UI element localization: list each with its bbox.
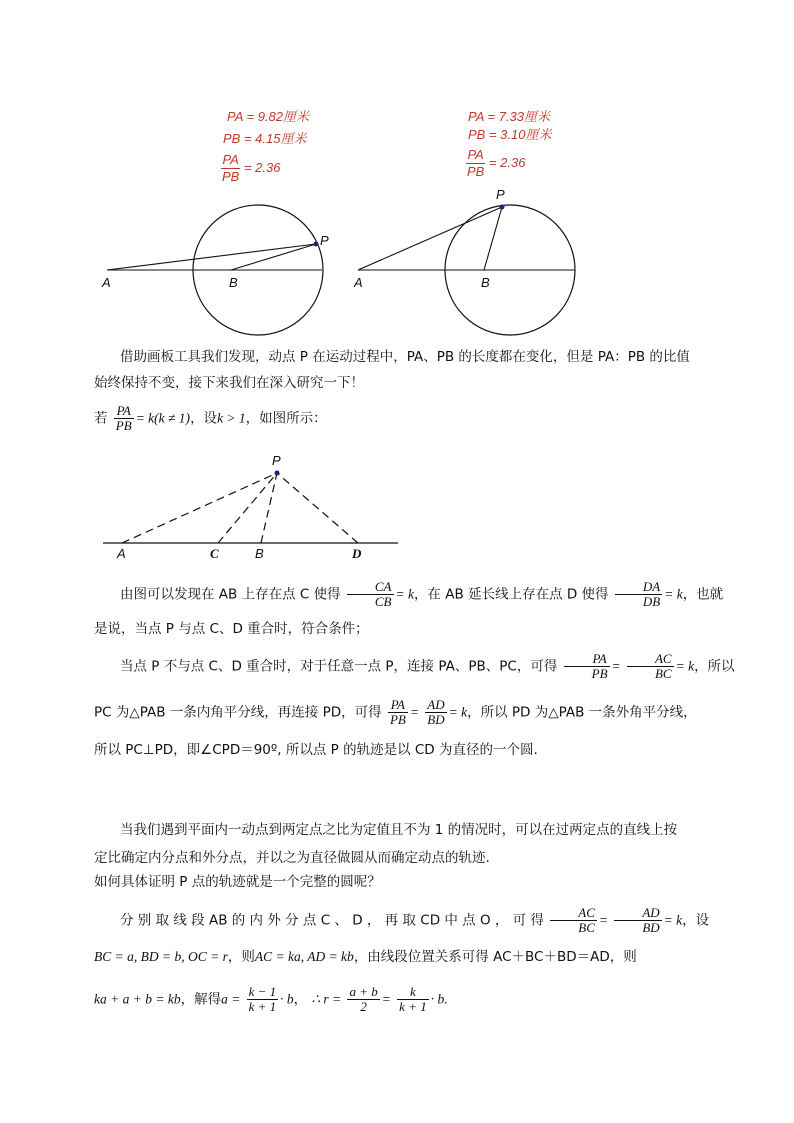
- fig3-label-d: D: [352, 546, 362, 561]
- paragraph-7-line-2: BC = a, BD = b, OC = r，则AC = ka, AD = kb，由线段位置关系可得 AC＋BC＋BD＝AD，则: [94, 949, 637, 965]
- fig3-label-p: P: [272, 453, 281, 468]
- fig1-ratio-num: PA: [222, 152, 239, 167]
- fig1-segment-pa: [107, 244, 316, 270]
- fig2-ratio-den: PB: [467, 164, 485, 179]
- fig2-point-p: [500, 205, 505, 210]
- fig3-label-a: A: [117, 546, 126, 561]
- paragraph-4-line-1: 当点 P 不与点 C、D 重合时，对于任意一点 P，连接 PA、PB、PC，可得 $\frac{PA}{PB}$ = $\frac{AC}{BC}$ = k，所以: [120, 651, 735, 681]
- fig3-label-b: B: [255, 546, 264, 561]
- paragraph-6: 如何具体证明 P 点的轨迹就是一个完整的圆呢？: [94, 874, 381, 890]
- paragraph-1-line-2: 始终保持不变，接下来我们在深入研究一下！: [94, 375, 364, 391]
- fig2-ratio: [466, 147, 525, 180]
- fig1-pa-measure: PA = 9.82厘米: [227, 109, 310, 124]
- paragraph-4-line-3: 所以 PC⊥PD，即∠CPD＝90º, 所以点 P 的轨迹是以 CD 为直径的一个圆.: [94, 742, 538, 758]
- paragraph-1-line-1: 借助画板工具我们发现，动点 P 在运动过程中，PA、PB 的长度都在变化，但是 PA：PB 的比值: [120, 349, 690, 365]
- paragraph-5-line-1: 当我们遇到平面内一动点到两定点之比为定值且不为 1 的情况时，可以在过两定点的直线上按: [120, 822, 678, 838]
- fig2-segment-pb: [484, 207, 502, 270]
- paragraph-5-line-2: 定比确定内分点和外分点，并以之为直径做圆从而确定动点的轨迹.: [94, 850, 490, 866]
- fig1-segment-pb: [231, 244, 316, 270]
- fig1-diagram: [0, 0, 794, 360]
- fig2-label-a: A: [354, 275, 363, 290]
- figure-3: [0, 440, 794, 570]
- paragraph-2: 若 $\frac{PA}{PB}$ = k(k ≠ 1)，设k > 1，如图所示：: [94, 403, 327, 433]
- paragraph-4-line-2: PC 为△PAB 一条内角平分线，再连接 PD，可得 $\frac{PA}{PB}$ = $\frac{AD}{BD}$ = k，所以 PD 为△PAB 一条外角平分线，: [94, 697, 697, 727]
- fig2-pb-measure: PB = 3.10厘米: [468, 127, 552, 142]
- fig2-pa-measure: PA = 7.33厘米: [468, 109, 551, 124]
- fig3-point-p: [275, 471, 280, 476]
- fig1-pb-measure: PB = 4.15厘米: [223, 131, 307, 146]
- fig1-label-a: A: [102, 275, 111, 290]
- fig1-point-p: [314, 242, 319, 247]
- fig1-ratio-den: PB: [222, 169, 240, 184]
- fig3-segment-pa: [122, 473, 277, 543]
- paragraph-7-line-3: ka + a + b = kb，解得a = $\frac{k - 1}{k + 1}$ · b， ∴ r = $\frac{a + b}{2}$ = $\frac{k}{k + 1}$ · b.: [94, 984, 448, 1014]
- fig1-label-b: B: [229, 275, 238, 290]
- paragraph-3-line-2: 是说，当点 P 与点 C、D 重合时，符合条件；: [94, 621, 369, 637]
- fig1-label-p: P: [320, 233, 329, 248]
- paragraph-3-line-1: 由图可以发现在 AB 上存在点 C 使得 $\frac{CA}{CB}$ = k，在 AB 延长线上存在点 D 使得 $\frac{DA}{DB}$ = k，也就: [120, 579, 724, 609]
- fig2-ratio-num: PA: [467, 147, 484, 162]
- fig2-label-b: B: [481, 275, 490, 290]
- fig3-segment-pc: [218, 473, 277, 543]
- fig2-segment-pa: [358, 207, 502, 270]
- fig3-label-c: C: [210, 546, 219, 561]
- fig1-ratio-value: = 2.36: [243, 159, 281, 175]
- fig2-label-p: P: [496, 187, 505, 202]
- fig2-ratio-value: = 2.36: [488, 154, 526, 170]
- paragraph-7-line-1: 分 别 取 线 段 AB 的 内 外 分 点 C 、 D ， 再 取 CD 中 点 O ， 可 得 $\frac{AC}{BC}$ = $\frac{AD}{BD}$ = k，设: [120, 905, 710, 935]
- fraction-pa-pb: $\frac{PA}{PB}$: [115, 403, 132, 433]
- fig3-segment-pb: [261, 473, 277, 543]
- fig3-segment-pd: [277, 473, 358, 543]
